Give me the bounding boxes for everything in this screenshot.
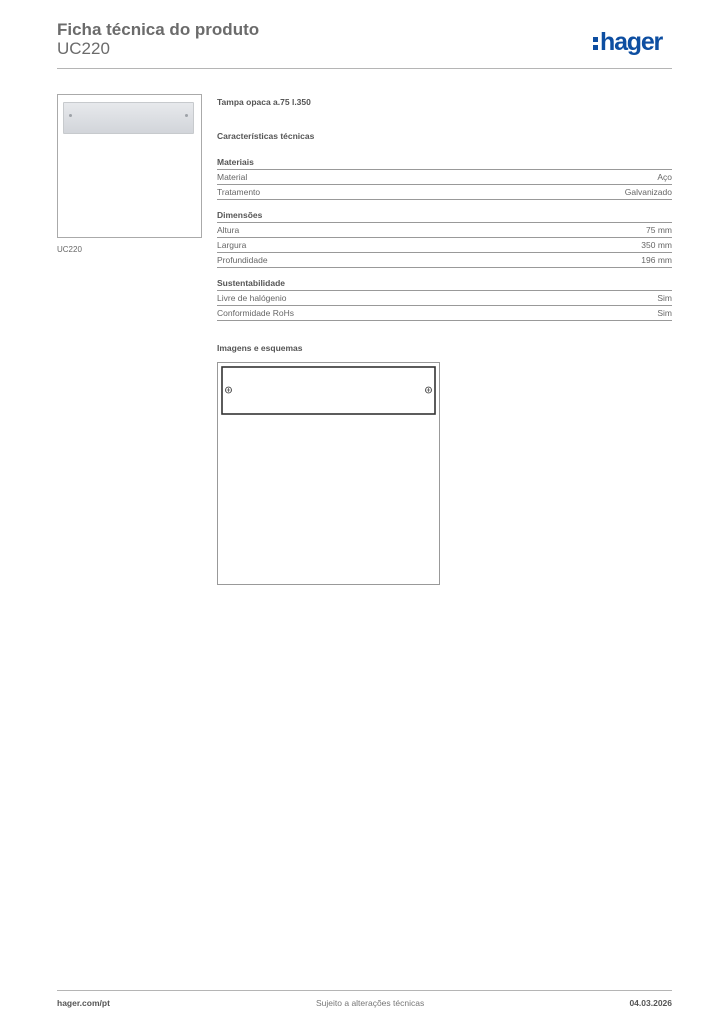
spec-value: Aço: [657, 172, 672, 182]
spec-label: Livre de halógenio: [217, 293, 287, 303]
specs-heading: Características técnicas: [217, 131, 315, 141]
cover-plate-drawing: [218, 363, 439, 584]
spec-value: 75 mm: [646, 225, 672, 235]
spec-row: [217, 170, 672, 185]
spec-group-sustainability: [217, 277, 672, 321]
logo-colon-icon: [593, 35, 598, 51]
spec-value: 196 mm: [641, 255, 672, 265]
spec-row: [217, 238, 672, 253]
spec-label: Material: [217, 172, 248, 182]
screw-hole-icon: [226, 387, 232, 393]
hager-logo: [593, 28, 662, 57]
header-divider: [57, 68, 672, 69]
footer-divider: [57, 990, 672, 991]
spec-value: Sim: [657, 308, 672, 318]
spec-label: Tratamento: [217, 187, 261, 197]
spec-row: [217, 306, 672, 321]
spec-group-title: Dimensões: [217, 209, 672, 223]
footer-note: Sujeito a alterações técnicas: [316, 998, 425, 1008]
product-description: Tampa opaca a.75 l.350: [217, 97, 311, 107]
spec-label: Largura: [217, 240, 247, 250]
footer-date: 04.03.2026: [629, 998, 672, 1008]
spec-row: [217, 223, 672, 238]
plate-outline: [222, 367, 435, 414]
technical-drawing: [217, 362, 440, 585]
spec-value: Galvanizado: [624, 187, 672, 197]
diagrams-heading: Imagens e esquemas: [217, 343, 303, 353]
spec-label: Altura: [217, 225, 240, 235]
spec-row: [217, 185, 672, 200]
screw-icon: [185, 114, 188, 117]
spec-value: Sim: [657, 293, 672, 303]
product-image: [57, 94, 202, 238]
cover-plate-photo: [63, 102, 194, 134]
footer-website-link[interactable]: hager.com/pt: [57, 998, 110, 1008]
product-code: UC220: [57, 39, 110, 58]
spec-value: 350 mm: [641, 240, 672, 250]
spec-label: Conformidade RoHs: [217, 308, 295, 318]
spec-row: [217, 253, 672, 268]
screw-hole-icon: [426, 387, 432, 393]
spec-row: [217, 291, 672, 306]
page-title: Ficha técnica do produto: [57, 20, 260, 39]
spec-group-title: Sustentabilidade: [217, 277, 672, 291]
spec-group-dimensions: [217, 209, 672, 268]
spec-group-title: Materiais: [217, 156, 672, 170]
spec-group-materials: [217, 156, 672, 200]
image-caption: UC220: [57, 245, 82, 254]
spec-label: Profundidade: [217, 255, 268, 265]
logo-text: hager: [600, 28, 663, 56]
screw-icon: [69, 114, 72, 117]
